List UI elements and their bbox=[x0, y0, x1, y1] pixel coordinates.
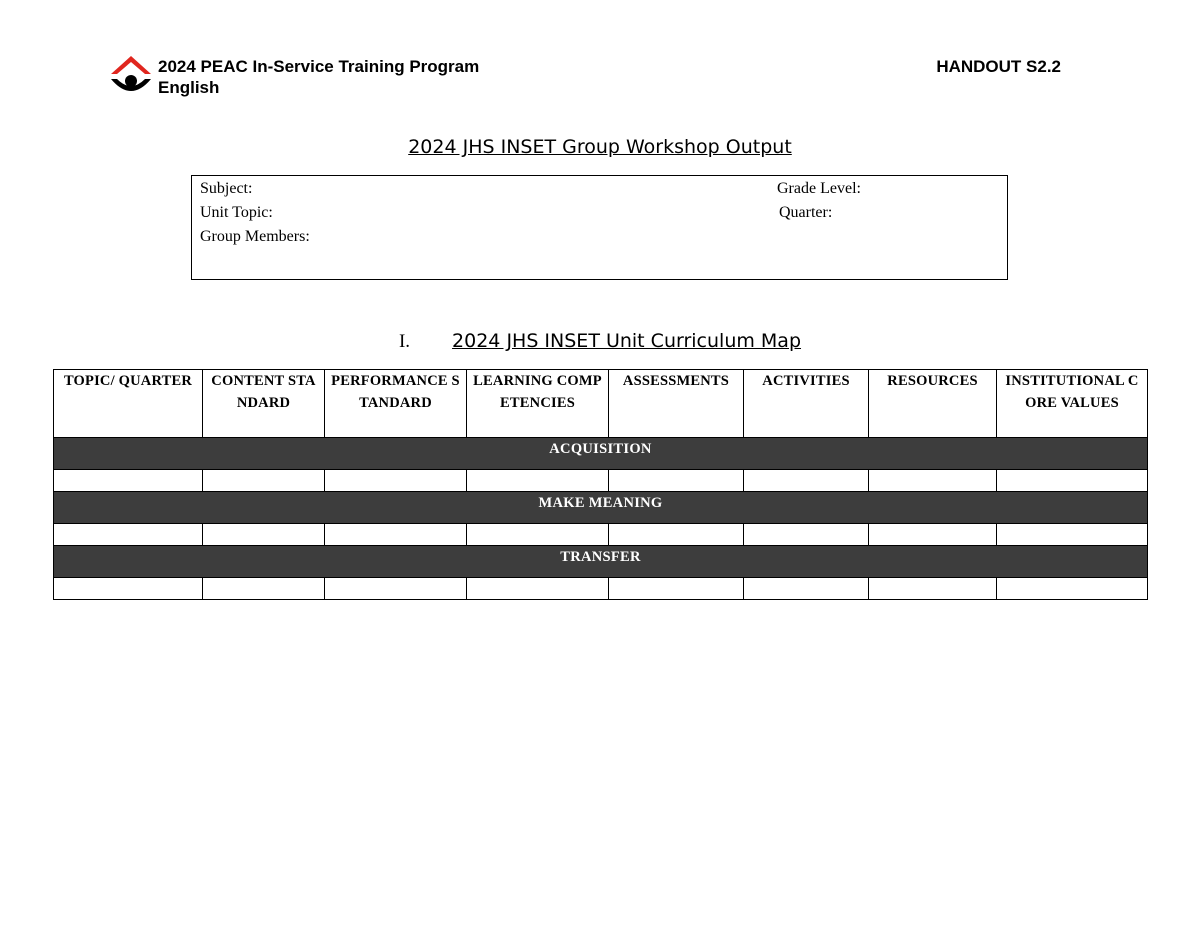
handout-label: HANDOUT S2.2 bbox=[936, 57, 1061, 76]
header-institutional-core-values: INSTITUTIONAL CORE VALUES bbox=[997, 370, 1148, 438]
table-row bbox=[54, 578, 1148, 600]
table-cell[interactable] bbox=[997, 470, 1148, 492]
table-cell[interactable] bbox=[325, 524, 467, 546]
phase-row-make-meaning bbox=[54, 492, 1148, 524]
table-cell[interactable] bbox=[325, 470, 467, 492]
table-cell[interactable] bbox=[744, 578, 869, 600]
table-cell[interactable] bbox=[609, 470, 744, 492]
table-cell[interactable] bbox=[467, 524, 609, 546]
header-learning-competencies: LEARNING COMPETENCIES bbox=[467, 370, 609, 438]
table-cell[interactable] bbox=[203, 470, 325, 492]
curriculum-map-table bbox=[53, 369, 1148, 600]
header-activities: ACTIVITIES bbox=[744, 370, 869, 438]
phase-label: ACQUISITION bbox=[54, 438, 1148, 470]
program-title-line1: 2024 PEAC In-Service Training Program bbox=[158, 57, 480, 76]
program-title-line2: English bbox=[158, 78, 220, 97]
phase-row-acquisition bbox=[54, 438, 1148, 470]
table-cell[interactable] bbox=[54, 524, 203, 546]
header-performance-standard: PERFORMANCE STANDARD bbox=[325, 370, 467, 438]
group-members-label: Group Members: bbox=[200, 228, 310, 245]
table-cell[interactable] bbox=[325, 578, 467, 600]
program-title bbox=[158, 56, 479, 98]
table-cell[interactable] bbox=[467, 470, 609, 492]
table-cell[interactable] bbox=[744, 470, 869, 492]
table-cell[interactable] bbox=[997, 524, 1148, 546]
table-row bbox=[54, 470, 1148, 492]
header-content-standard: CONTENT STANDARD bbox=[203, 370, 325, 438]
phase-label: MAKE MEANING bbox=[54, 492, 1148, 524]
section-title: 2024 JHS INSET Unit Curriculum Map bbox=[452, 330, 802, 352]
unit-topic-label: Unit Topic: bbox=[200, 204, 273, 221]
table-row bbox=[54, 524, 1148, 546]
table-cell[interactable] bbox=[467, 578, 609, 600]
section-number: I. bbox=[398, 331, 411, 352]
header-resources: RESOURCES bbox=[869, 370, 997, 438]
table-cell[interactable] bbox=[54, 578, 203, 600]
document-title: 2024 JHS INSET Group Workshop Output bbox=[408, 136, 792, 158]
table-cell[interactable] bbox=[609, 578, 744, 600]
table-cell[interactable] bbox=[744, 524, 869, 546]
table-header-row bbox=[54, 370, 1148, 438]
section-heading bbox=[0, 327, 1200, 356]
header-assessments: ASSESSMENTS bbox=[609, 370, 744, 438]
info-left-column bbox=[200, 177, 310, 249]
table-cell[interactable] bbox=[203, 578, 325, 600]
table-cell[interactable] bbox=[997, 578, 1148, 600]
header-topic-quarter: TOPIC/ QUARTER bbox=[54, 370, 203, 438]
phase-row-transfer bbox=[54, 546, 1148, 578]
page-header bbox=[108, 53, 1068, 99]
table-cell[interactable] bbox=[203, 524, 325, 546]
info-right-column bbox=[777, 177, 861, 225]
table-cell[interactable] bbox=[869, 524, 997, 546]
info-box bbox=[191, 175, 1008, 280]
quarter-label: Quarter: bbox=[779, 204, 833, 221]
table-cell[interactable] bbox=[54, 470, 203, 492]
phase-label: TRANSFER bbox=[54, 546, 1148, 578]
table-cell[interactable] bbox=[869, 578, 997, 600]
subject-label: Subject: bbox=[200, 180, 253, 197]
table-cell[interactable] bbox=[869, 470, 997, 492]
table-cell[interactable] bbox=[609, 524, 744, 546]
grade-level-label: Grade Level: bbox=[777, 180, 861, 197]
peac-logo-icon bbox=[108, 53, 154, 99]
